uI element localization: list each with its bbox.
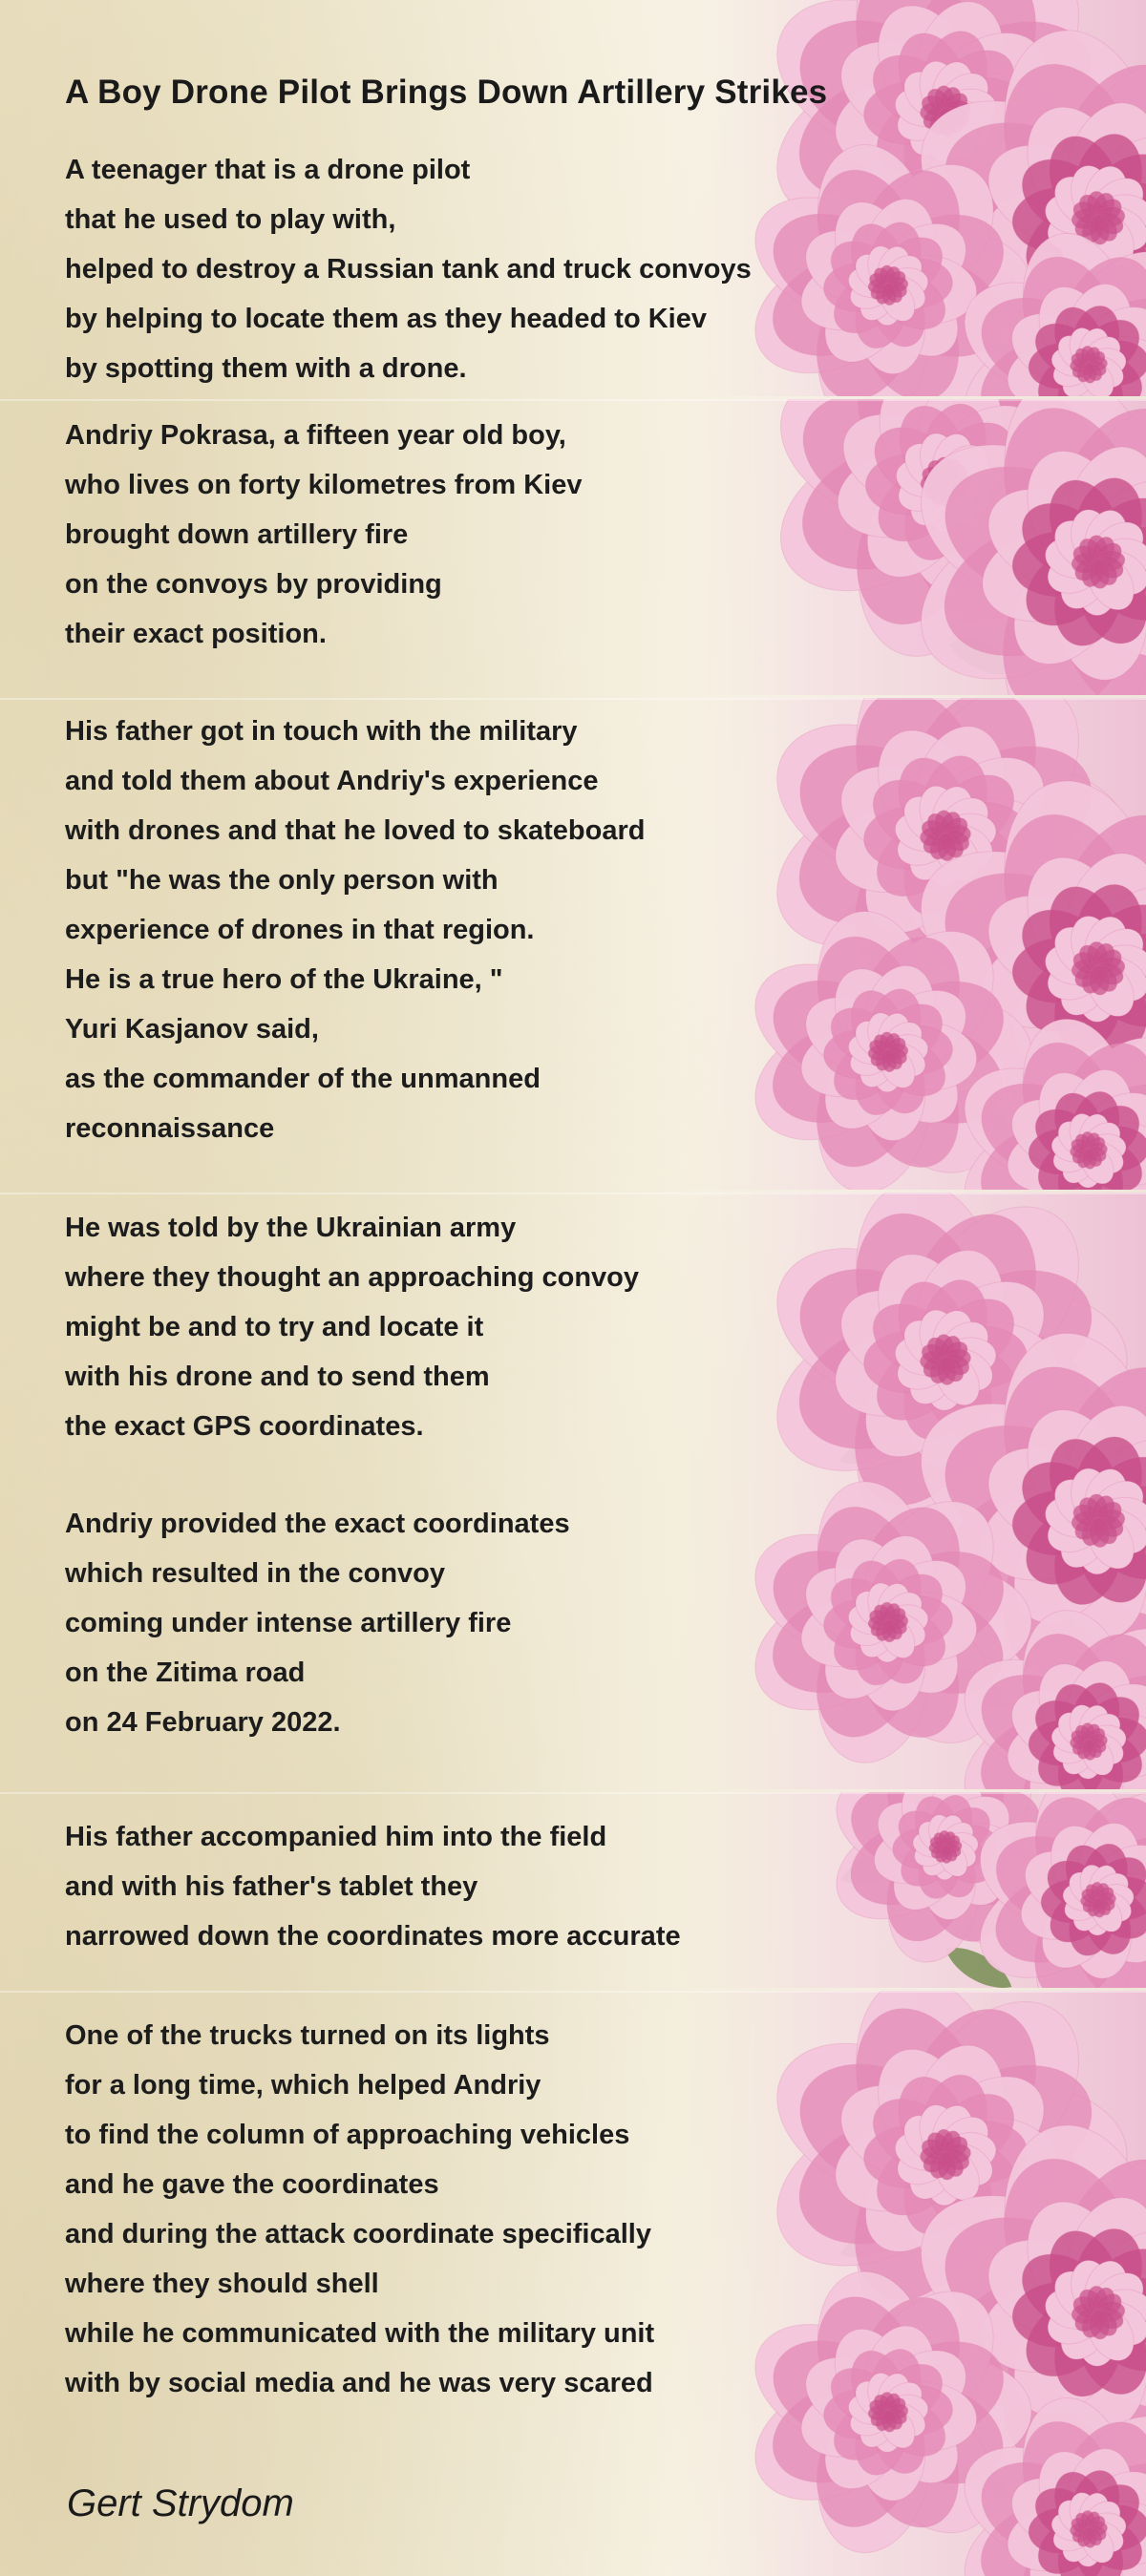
- poem-author: Gert Strydom: [67, 2482, 294, 2524]
- stanza-7: [65, 2011, 654, 2408]
- flower-panel: [649, 1991, 1146, 2576]
- stanza-6: [65, 1812, 681, 1961]
- poem-line: to find the column of approaching vehicles: [65, 2120, 630, 2150]
- poem-line: and he gave the coordinates: [65, 2169, 439, 2200]
- poem-line: helped to destroy a Russian tank and truck convoys: [65, 254, 752, 285]
- poem-line: and during the attack coordinate specifically: [65, 2219, 651, 2249]
- flower-panel: [649, 399, 1146, 695]
- poem-line: for a long time, which helped Andriy: [65, 2070, 541, 2101]
- panel-divider: [0, 1193, 1146, 1194]
- poem-line: A teenager that is a drone pilot: [65, 155, 471, 185]
- poem-line: that he used to play with,: [65, 204, 396, 235]
- poem-line: with drones and that he loved to skateboard: [65, 815, 646, 846]
- poem-line: brought down artillery fire: [65, 519, 409, 550]
- poem-line: narrowed down the coordinates more accurate: [65, 1921, 681, 1952]
- poem-line: on the Zitima road: [65, 1658, 306, 1688]
- poem-line: their exact position.: [65, 619, 327, 649]
- poem-line: He is a true hero of the Ukraine, ": [65, 964, 503, 995]
- poem-line: experience of drones in that region.: [65, 915, 535, 945]
- poem-title: A Boy Drone Pilot Brings Down Artillery Strikes: [65, 74, 828, 112]
- stanza-4: [65, 1203, 639, 1451]
- poem-line: on 24 February 2022.: [65, 1707, 341, 1738]
- panel-divider: [0, 399, 1146, 401]
- poem-line: Yuri Kasjanov said,: [65, 1014, 319, 1045]
- poem-line: coming under intense artillery fire: [65, 1608, 512, 1638]
- panel-divider: [0, 1792, 1146, 1794]
- poem-line: His father got in touch with the military: [65, 716, 578, 747]
- flower-panel: [649, 1792, 1146, 1988]
- flower-panel: [649, 1193, 1146, 1789]
- poem-line: which resulted in the convoy: [65, 1558, 446, 1589]
- poem-line: on the convoys by providing: [65, 569, 442, 600]
- poem-line: where they thought an approaching convoy: [65, 1262, 639, 1293]
- flower-panel: [649, 698, 1146, 1190]
- panel-divider: [0, 1991, 1146, 1993]
- poem-line: where they should shell: [65, 2269, 379, 2299]
- poem-line: while he communicated with the military unit: [65, 2318, 655, 2349]
- poem-line: with by social media and he was very scared: [65, 2368, 653, 2398]
- poem-line: and with his father's tablet they: [65, 1871, 478, 1902]
- poem-line: reconnaissance: [65, 1113, 275, 1144]
- poem-line: and told them about Andriy's experience: [65, 766, 599, 796]
- stanza-2: [65, 411, 582, 659]
- poem-line: One of the trucks turned on its lights: [65, 2020, 550, 2051]
- poem-line: with his drone and to send them: [65, 1362, 490, 1392]
- poem-line: but "he was the only person with: [65, 865, 499, 896]
- panel-divider: [0, 698, 1146, 700]
- stanza-3: [65, 707, 645, 1153]
- poem-line: by spotting them with a drone.: [65, 353, 467, 384]
- poem-line: who lives on forty kilometres from Kiev: [65, 470, 583, 500]
- poem-line: might be and to try and locate it: [65, 1312, 484, 1342]
- poem-line: His father accompanied him into the field: [65, 1822, 607, 1852]
- poem-line: He was told by the Ukrainian army: [65, 1213, 517, 1243]
- poem-line: Andriy Pokrasa, a fifteen year old boy,: [65, 420, 566, 451]
- stanza-5: [65, 1499, 570, 1747]
- poem-line: the exact GPS coordinates.: [65, 1411, 424, 1442]
- stanza-1: [65, 145, 752, 393]
- poem-line: as the commander of the unmanned: [65, 1064, 541, 1094]
- poem-line: by helping to locate them as they headed to Kiev: [65, 304, 707, 334]
- poem-line: Andriy provided the exact coordinates: [65, 1509, 570, 1539]
